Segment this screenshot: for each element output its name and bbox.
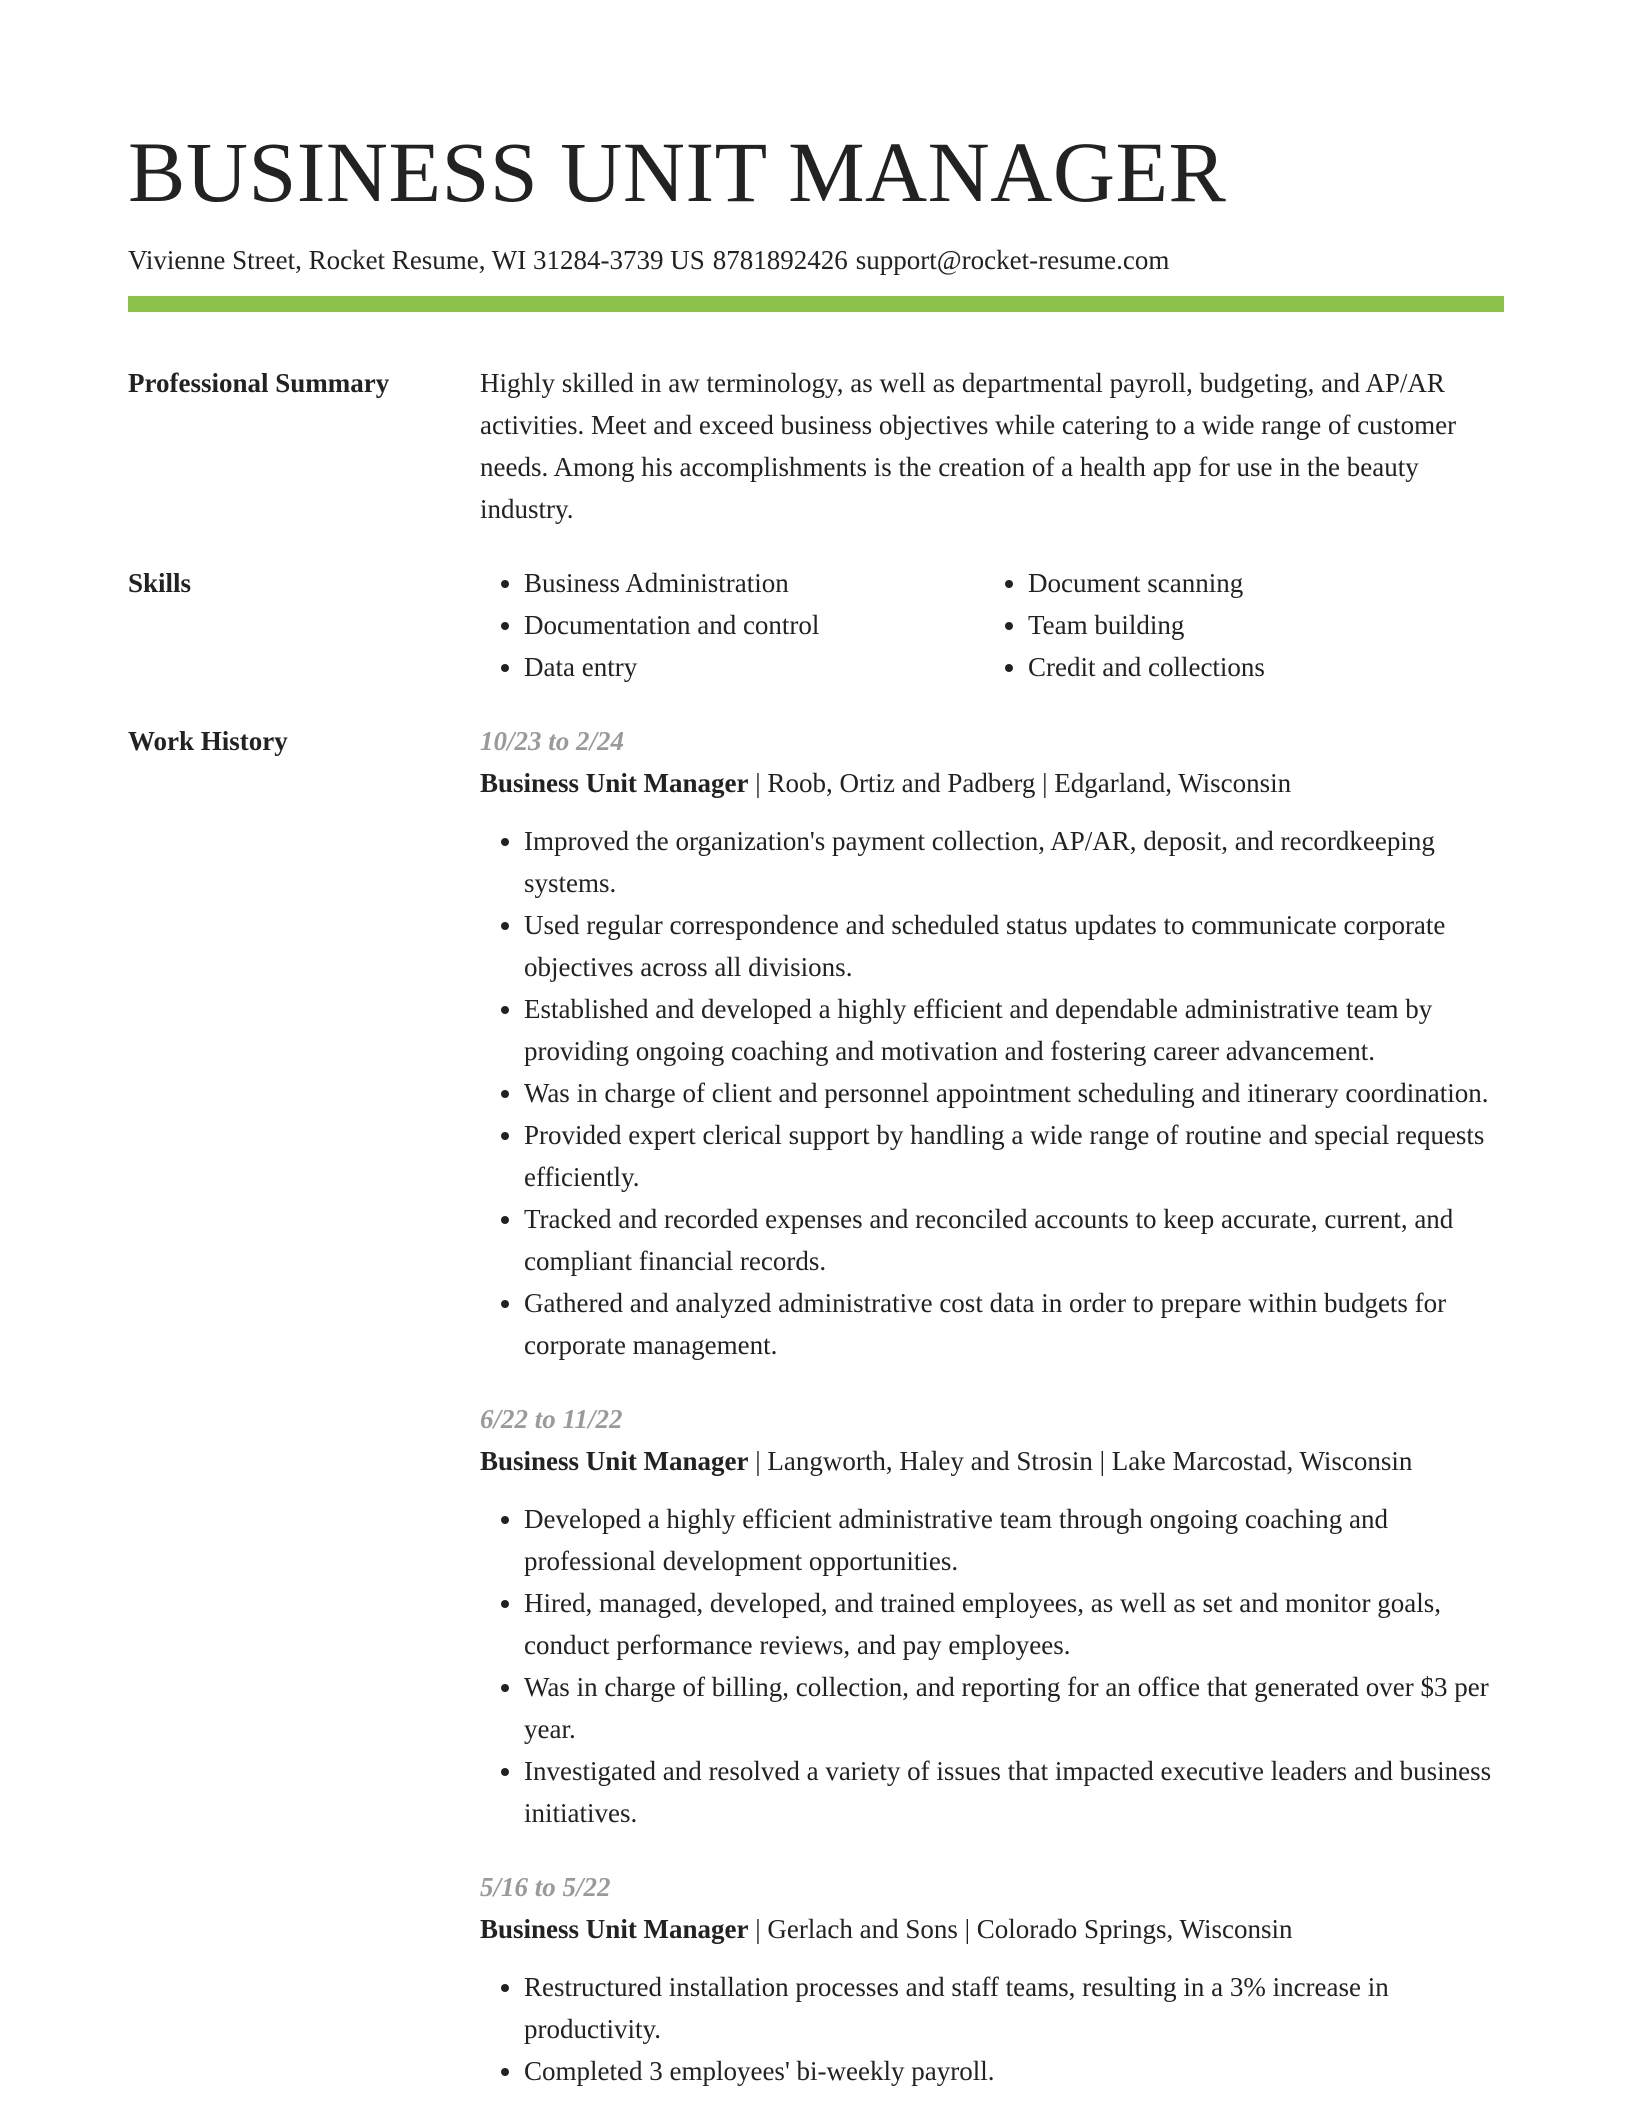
- job-bullet: • Was in charge of billing, collection, and reporting for an office that generated over $3 per year.: [524, 1666, 1504, 1750]
- skill-item: • Document scanning: [1028, 562, 1488, 604]
- contact-email: support@rocket-resume.com: [855, 245, 1170, 275]
- job-employer-location: | Roob, Ortiz and Padberg | Edgarland, Wisconsin: [755, 768, 1292, 798]
- job-heading: [480, 1908, 1504, 1950]
- job-bullet: • Hired, managed, developed, and trained employees, as well as set and monitor goals, conduct performance reviews, and pay employees.: [524, 1582, 1504, 1666]
- contact-phone: 8781892426: [712, 245, 848, 275]
- job-bullet: • Developed a highly efficient administrative team through ongoing coaching and professional development opportunities.: [524, 1498, 1504, 1582]
- job-dates: 10/23 to 2/24: [480, 726, 625, 756]
- job-bullet: • Provided expert clerical support by handling a wide range of routine and special requests efficiently.: [524, 1114, 1504, 1198]
- skills-list: [480, 562, 1504, 688]
- header-divider: [128, 296, 1504, 312]
- job-bullet: • Was in charge of client and personnel appointment scheduling and itinerary coordination.: [524, 1072, 1504, 1114]
- job-bullet: • Tracked and recorded expenses and reconciled accounts to keep accurate, current, and compliant financial records.: [524, 1198, 1504, 1282]
- job-entry: [480, 720, 1504, 1366]
- contact-line: [128, 242, 1504, 278]
- skill-item: • Business Administration: [524, 562, 984, 604]
- skills-column-1: [480, 562, 984, 688]
- work-history-heading: Work History: [128, 726, 288, 756]
- job-dates: 6/22 to 11/22: [480, 1404, 623, 1434]
- job-bullet: • Improved the organization's payment collection, AP/AR, deposit, and recordkeeping systems.: [524, 820, 1504, 904]
- job-employer-location: | Langworth, Haley and Strosin | Lake Marcostad, Wisconsin: [755, 1446, 1413, 1476]
- work-history-section: [128, 720, 1504, 2092]
- job-heading: [480, 1440, 1504, 1482]
- contact-address: Vivienne Street, Rocket Resume, WI 31284-3739 US: [128, 245, 705, 275]
- job-title: Business Unit Manager: [480, 768, 749, 798]
- skills-column-2: [984, 562, 1488, 688]
- job-entry: [480, 1398, 1504, 1834]
- job-bullet: • Established and developed a highly efficient and dependable administrative team by providing ongoing coaching and motivation and fostering career advancement.: [524, 988, 1504, 1072]
- job-bullets: [480, 1498, 1504, 1834]
- job-entry: [480, 1866, 1504, 2092]
- work-history-list: [480, 720, 1504, 2092]
- job-bullet: • Restructured installation processes and staff teams, resulting in a 3% increase in productivity.: [524, 1966, 1504, 2050]
- job-bullets: [480, 1966, 1504, 2092]
- summary-section: [128, 362, 1504, 530]
- job-bullets: [480, 820, 1504, 1366]
- skill-item: • Data entry: [524, 646, 984, 688]
- skill-item: • Credit and collections: [1028, 646, 1488, 688]
- job-bullet: • Investigated and resolved a variety of issues that impacted executive leaders and business initiatives.: [524, 1750, 1504, 1834]
- resume-page: [128, 0, 1504, 2092]
- job-bullet: • Used regular correspondence and scheduled status updates to communicate corporate objectives across all divisions.: [524, 904, 1504, 988]
- job-dates: 5/16 to 5/22: [480, 1872, 611, 1902]
- job-employer-location: | Gerlach and Sons | Colorado Springs, Wisconsin: [755, 1914, 1293, 1944]
- job-bullet: • Completed 3 employees' bi-weekly payroll.: [524, 2050, 1504, 2092]
- job-bullet: • Gathered and analyzed administrative cost data in order to prepare within budgets for corporate management.: [524, 1282, 1504, 1366]
- job-heading: [480, 762, 1504, 804]
- job-title: Business Unit Manager: [480, 1446, 749, 1476]
- skills-section: [128, 562, 1504, 688]
- skill-item: • Documentation and control: [524, 604, 984, 646]
- resume-title: BUSINESS UNIT MANAGER: [128, 124, 1227, 220]
- summary-text: Highly skilled in aw terminology, as well as departmental payroll, budgeting, and AP/AR activities. Meet and exceed business objectives while catering to a wide range of customer needs. Among his accomplishments is the creation of a health app for use in the beauty industry.: [480, 368, 1457, 524]
- summary-heading: Professional Summary: [128, 368, 390, 398]
- skill-item: • Team building: [1028, 604, 1488, 646]
- skills-heading: Skills: [128, 568, 192, 598]
- job-title: Business Unit Manager: [480, 1914, 749, 1944]
